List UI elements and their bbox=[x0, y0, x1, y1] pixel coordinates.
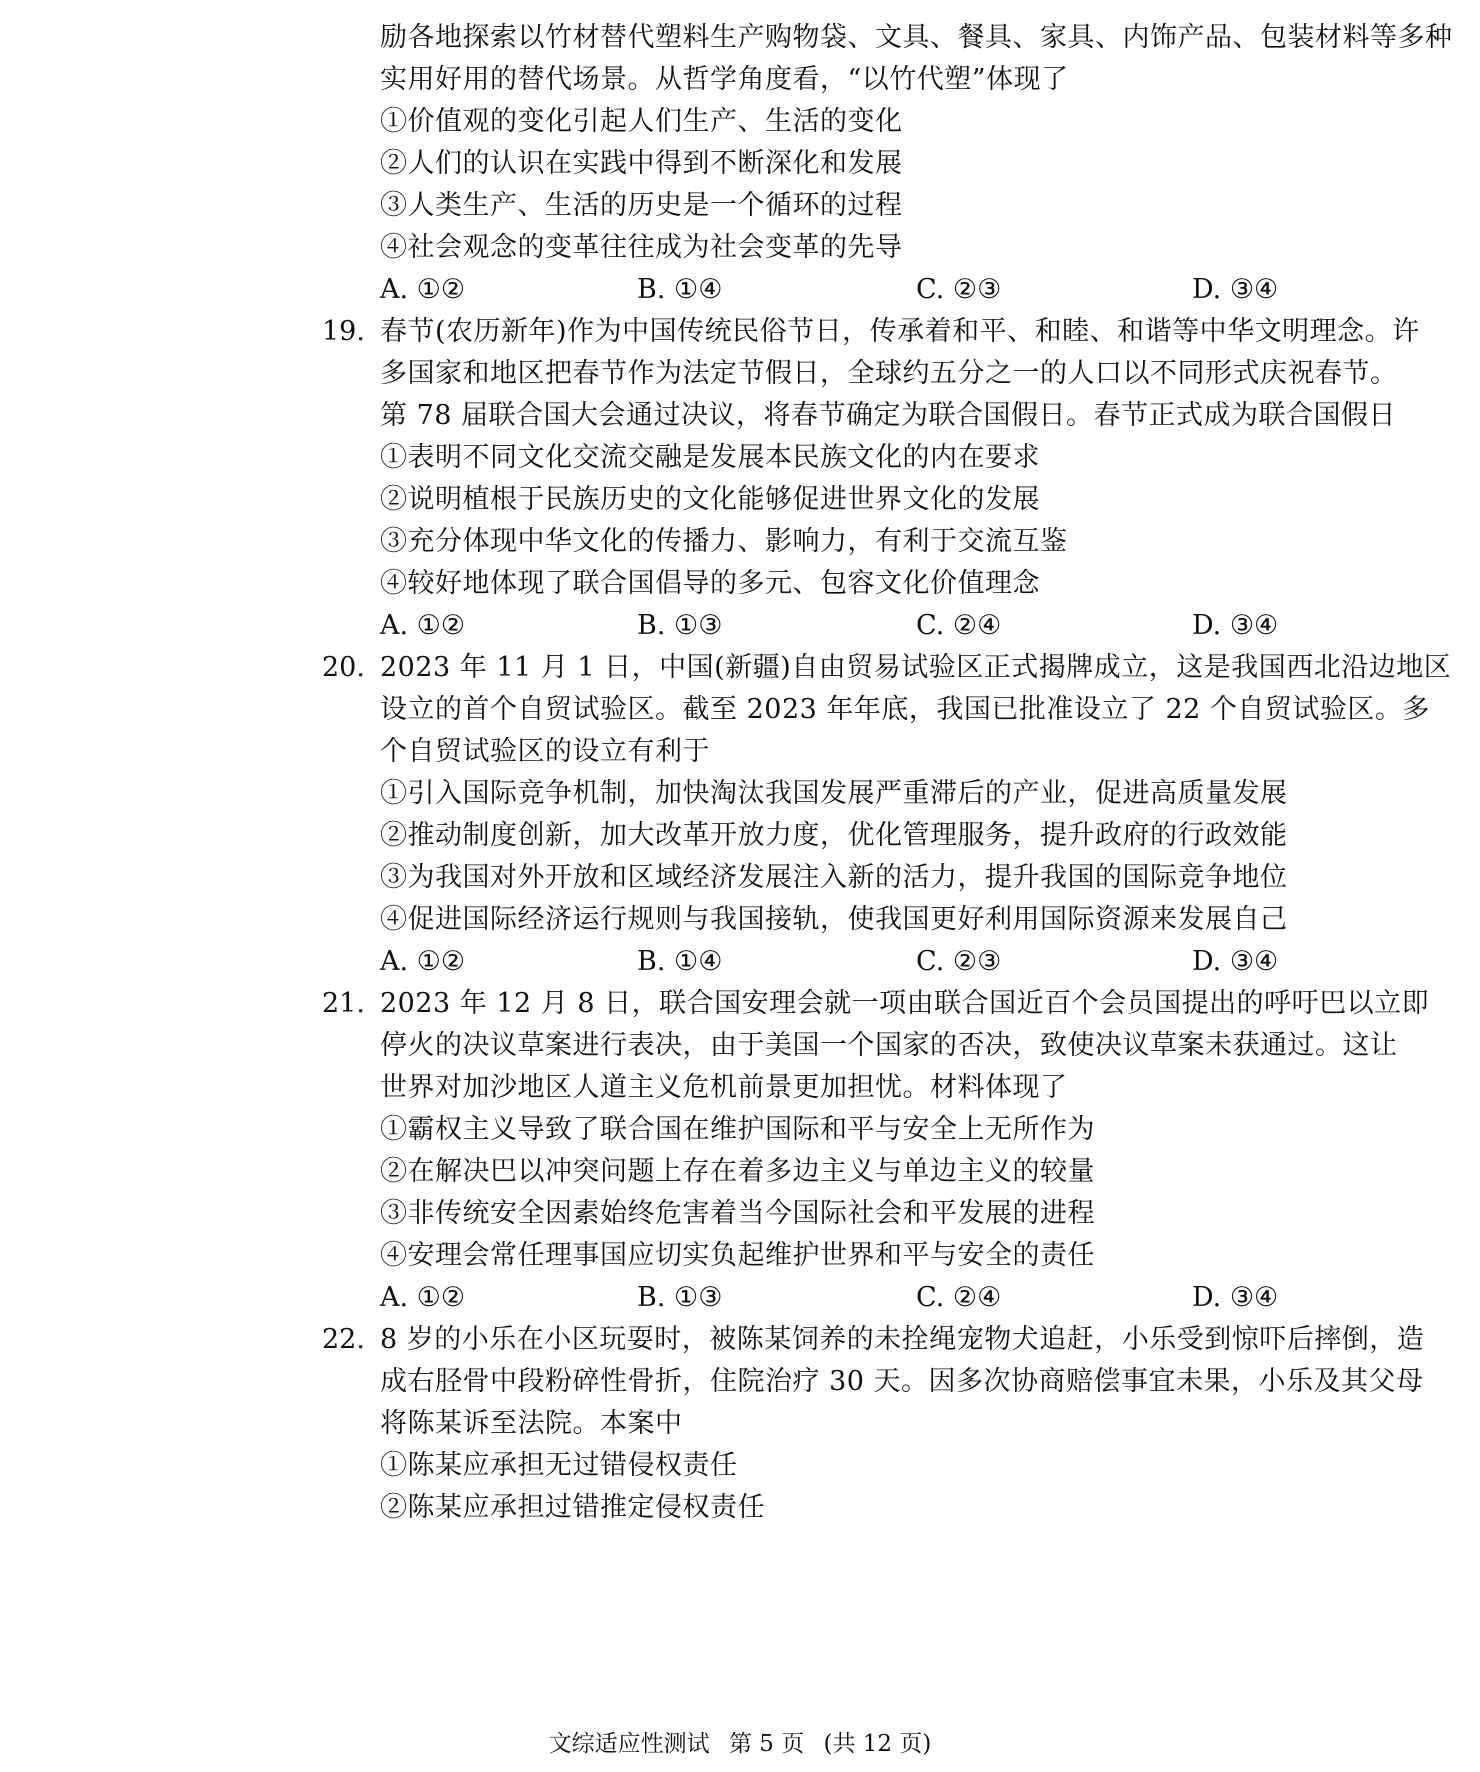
statement-3: ③为我国对外开放和区域经济发展注入新的活力，提升我国的国际竞争地位 bbox=[380, 862, 1288, 893]
option-d: D. ③④ bbox=[1192, 1282, 1279, 1313]
question-number: 22. bbox=[322, 1324, 365, 1355]
option-b: B. ①④ bbox=[637, 946, 723, 977]
stem-line: 多国家和地区把春节作为法定节假日，全球约五分之一的人口以不同形式庆祝春节。 bbox=[380, 358, 1398, 389]
statement-4: ④较好地体现了联合国倡导的多元、包容文化价值理念 bbox=[380, 568, 1040, 599]
stem-line: 世界对加沙地区人道主义危机前景更加担忧。材料体现了 bbox=[380, 1072, 1068, 1103]
stem-line: 将陈某诉至法院。本案中 bbox=[380, 1408, 683, 1439]
stem-line: 设立的首个自贸试验区。截至 2023 年年底，我国已批准设立了 22 个自贸试验区。多 bbox=[380, 694, 1430, 725]
statement-2: ②推动制度创新，加大改革开放力度，优化管理服务，提升政府的行政效能 bbox=[380, 820, 1288, 851]
option-c: C. ②③ bbox=[916, 946, 1002, 977]
question-number: 19. bbox=[322, 316, 365, 347]
stem-line: 励各地探索以竹材替代塑料生产购物袋、文具、餐具、家具、内饰产品、包装材料等多种 bbox=[380, 22, 1453, 53]
option-d: D. ③④ bbox=[1192, 274, 1279, 305]
option-b: B. ①③ bbox=[637, 1282, 723, 1313]
option-b: B. ①③ bbox=[637, 610, 723, 641]
statement-4: ④社会观念的变革往往成为社会变革的先导 bbox=[380, 232, 903, 263]
stem-line: 春节(农历新年)作为中国传统民俗节日，传承着和平、和睦、和谐等中华文明理念。许 bbox=[380, 316, 1420, 347]
stem-line: 8 岁的小乐在小区玩耍时，被陈某饲养的未拴绳宠物犬追赶，小乐受到惊吓后摔倒，造 bbox=[380, 1324, 1425, 1355]
statement-3: ③非传统安全因素始终危害着当今国际社会和平发展的进程 bbox=[380, 1198, 1095, 1229]
option-c: C. ②④ bbox=[916, 1282, 1002, 1313]
option-a: A. ①② bbox=[380, 1282, 466, 1313]
question-number: 20. bbox=[322, 652, 365, 683]
option-a: A. ①② bbox=[380, 274, 466, 305]
question-number: 21. bbox=[322, 988, 365, 1019]
stem-line: 个自贸试验区的设立有利于 bbox=[380, 736, 710, 767]
option-d: D. ③④ bbox=[1192, 946, 1279, 977]
statement-1: ①霸权主义导致了联合国在维护国际和平与安全上无所作为 bbox=[380, 1114, 1095, 1145]
page-number: 第 5 页 bbox=[728, 1731, 805, 1757]
statement-1: ①价值观的变化引起人们生产、生活的变化 bbox=[380, 106, 903, 137]
option-a: A. ①② bbox=[380, 946, 466, 977]
page-total: (共 12 页) bbox=[823, 1731, 932, 1757]
statement-1: ①陈某应承担无过错侵权责任 bbox=[380, 1450, 738, 1481]
stem-line: 停火的决议草案进行表决，由于美国一个国家的否决，致使决议草案未获通过。这让 bbox=[380, 1030, 1398, 1061]
stem-line: 实用好用的替代场景。从哲学角度看，“以竹代塑”体现了 bbox=[380, 64, 1069, 95]
statement-3: ③充分体现中华文化的传播力、影响力，有利于交流互鉴 bbox=[380, 526, 1068, 557]
statement-2: ②说明植根于民族历史的文化能够促进世界文化的发展 bbox=[380, 484, 1040, 515]
statement-2: ②人们的认识在实践中得到不断深化和发展 bbox=[380, 148, 903, 179]
statement-4: ④安理会常任理事国应切实负起维护世界和平与安全的责任 bbox=[380, 1240, 1095, 1271]
option-a: A. ①② bbox=[380, 610, 466, 641]
option-c: C. ②④ bbox=[916, 610, 1002, 641]
stem-line: 第 78 届联合国大会通过决议，将春节确定为联合国假日。春节正式成为联合国假日 bbox=[380, 400, 1397, 431]
stem-line: 2023 年 12 月 8 日，联合国安理会就一项由联合国近百个会员国提出的呼吁巴以立即 bbox=[380, 988, 1430, 1019]
statement-3: ③人类生产、生活的历史是一个循环的过程 bbox=[380, 190, 903, 221]
statement-2: ②在解决巴以冲突问题上存在着多边主义与单边主义的较量 bbox=[380, 1156, 1095, 1187]
statement-1: ①引入国际竞争机制，加快淘汰我国发展严重滞后的产业，促进高质量发展 bbox=[380, 778, 1288, 809]
statement-2: ②陈某应承担过错推定侵权责任 bbox=[380, 1492, 765, 1523]
exam-title: 文综适应性测试 bbox=[548, 1731, 710, 1757]
stem-line: 2023 年 11 月 1 日，中国(新疆)自由贸易试验区正式揭牌成立，这是我国西北沿边地区 bbox=[380, 652, 1452, 683]
statement-1: ①表明不同文化交流交融是发展本民族文化的内在要求 bbox=[380, 442, 1040, 473]
option-b: B. ①④ bbox=[637, 274, 723, 305]
stem-line: 成右胫骨中段粉碎性骨折，住院治疗 30 天。因多次协商赔偿事宜未果，小乐及其父母 bbox=[380, 1366, 1424, 1397]
page-footer bbox=[0, 1728, 1480, 1760]
statement-4: ④促进国际经济运行规则与我国接轨，使我国更好利用国际资源来发展自己 bbox=[380, 904, 1288, 935]
option-c: C. ②③ bbox=[916, 274, 1002, 305]
option-d: D. ③④ bbox=[1192, 610, 1279, 641]
